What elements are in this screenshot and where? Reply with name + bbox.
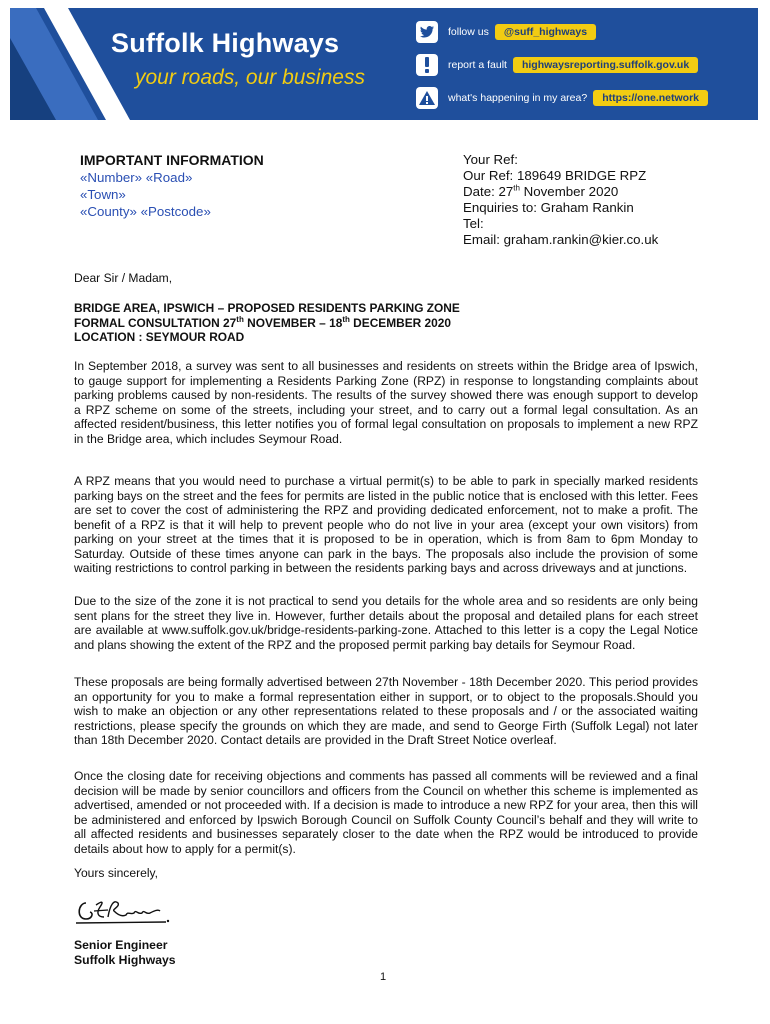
subject-line-3: LOCATION : SEYMOUR ROAD: [74, 330, 245, 344]
paragraph-decision: Once the closing date for receiving objections and comments has passed all comments will be reviewed and a final decision will be made by senior councillors and officers from the Council on whether this scheme is implemented as advertised, amended or not proceeded with. If a decision is made to introduce a new RPZ for your area, then this will be administered and enforced by Ipswich Borough Council on Suffolk County Council’s behalf and they will write to all affected residents and businesses separately closer to the date when the RPZ would be introduced to provide details about how to apply for a permit(s).: [74, 769, 698, 856]
reference-block: [463, 152, 658, 248]
telephone: Tel:: [463, 216, 484, 231]
one-network-link[interactable]: https://one.network: [593, 90, 708, 106]
twitter-icon: [416, 21, 438, 43]
header-banner: [10, 8, 758, 120]
address-line: «Number» «Road»: [80, 170, 193, 185]
paragraph-rpz-explained: A RPZ means that you would need to purchase a virtual permit(s) to be able to park in specially marked residents parking bays on the street and the fees for permits are listed in the public notice that is enclosed with this letter. Fees are set to cover the cost of administering the RPZ and providing dedicated enforcement, not to make a profit. The benefit of a RPZ is that it will help to prevent people who do not live in your area (except your own visitors) from parking on your street at the times that it is proposed to be in operation, which is from 8am to 6pm Monday to Saturday. Outside of these times anyone can park in the bays. The proposals also include the provision of some waiting restrictions to control parking in between the residents parking bays and across driveways and at junctions.: [74, 474, 698, 575]
page-number: 1: [380, 971, 387, 983]
signatory-role: Senior Engineer: [74, 938, 168, 952]
address-line: «County» «Postcode»: [80, 204, 211, 219]
signatory-org: Suffolk Highways: [74, 953, 176, 967]
salutation: Dear Sir / Madam,: [74, 271, 173, 285]
paragraph-plans: Due to the size of the zone it is not practical to send you details for the whole area and so residents are only being sent plans for the street they live in. However, further details about the proposal and detailed plans for each street are available at www.suffolk.gov.uk/bridge-residents-parking-zone. Attached to this letter is a copy the Legal Notice and plans showing the extent of the RPZ and the proposed permit parking bay details for Seymour Road.: [74, 594, 698, 652]
contact-row-twitter: [416, 20, 596, 44]
address-line: «Town»: [80, 187, 126, 202]
subject-line-2: FORMAL CONSULTATION 27th NOVEMBER – 18th DECEMBER 2020: [74, 314, 451, 330]
recipient-address: [80, 152, 264, 220]
report-fault-link[interactable]: highwaysreporting.suffolk.gov.uk: [513, 57, 698, 73]
subject-headings: [74, 301, 698, 345]
roadworks-icon: [416, 87, 438, 109]
contact-label: what's happening in my area?: [448, 92, 588, 104]
subject-line-1: BRIDGE AREA, IPSWICH – PROPOSED RESIDENTS PARKING ZONE: [74, 301, 460, 315]
closing: Yours sincerely,: [74, 866, 159, 880]
twitter-handle-link[interactable]: @suff_highways: [495, 24, 596, 40]
signatory: [74, 938, 176, 968]
brand-tagline: your roads, our business: [135, 66, 365, 89]
brand-title: Suffolk Highways: [111, 28, 340, 58]
letter-date: Date: 27th November 2020: [463, 183, 619, 199]
enquiries-contact: Enquiries to: Graham Rankin: [463, 200, 634, 215]
signature: [74, 893, 174, 929]
our-ref: Our Ref: 189649 BRIDGE RPZ: [463, 168, 647, 183]
email: Email: graham.rankin@kier.co.uk: [463, 232, 659, 247]
contact-label: report a fault: [448, 59, 507, 71]
contact-row-report: [416, 53, 698, 77]
important-heading: IMPORTANT INFORMATION: [80, 152, 264, 168]
paragraph-survey: In September 2018, a survey was sent to all businesses and residents on streets within the Bridge area of Ipswich, to gauge support for implementing a Residents Parking Zone (RPZ) in response to longstanding complaints about parking problems caused by non-residents. The results of the survey showed there was enough support to develop a RPZ scheme on some of the streets, including your street, and to carry out a formal legal consultation. As an affected resident/business, this letter notifies you of formal legal consultation on proposals to implement a new RPZ in the Bridge area, which includes Seymour Road.: [74, 359, 698, 446]
your-ref: Your Ref:: [463, 152, 518, 167]
contact-row-roadworks: [416, 86, 708, 110]
contact-label: follow us: [448, 26, 489, 38]
paragraph-consultation-period: These proposals are being formally advertised between 27th November - 18th December 2020. This period provides an opportunity for you to make a formal representation either in support, or to object to the proposals.Should you wish to make an objection or any other representations related to these proposals and / or the associated waiting restrictions, please specify the grounds on which they are made, and send to George Firth (Suffolk Legal) not later than 18th December 2020. Contact details are provided in the Draft Street Notice overleaf.: [74, 675, 698, 747]
alert-icon: [416, 54, 438, 76]
